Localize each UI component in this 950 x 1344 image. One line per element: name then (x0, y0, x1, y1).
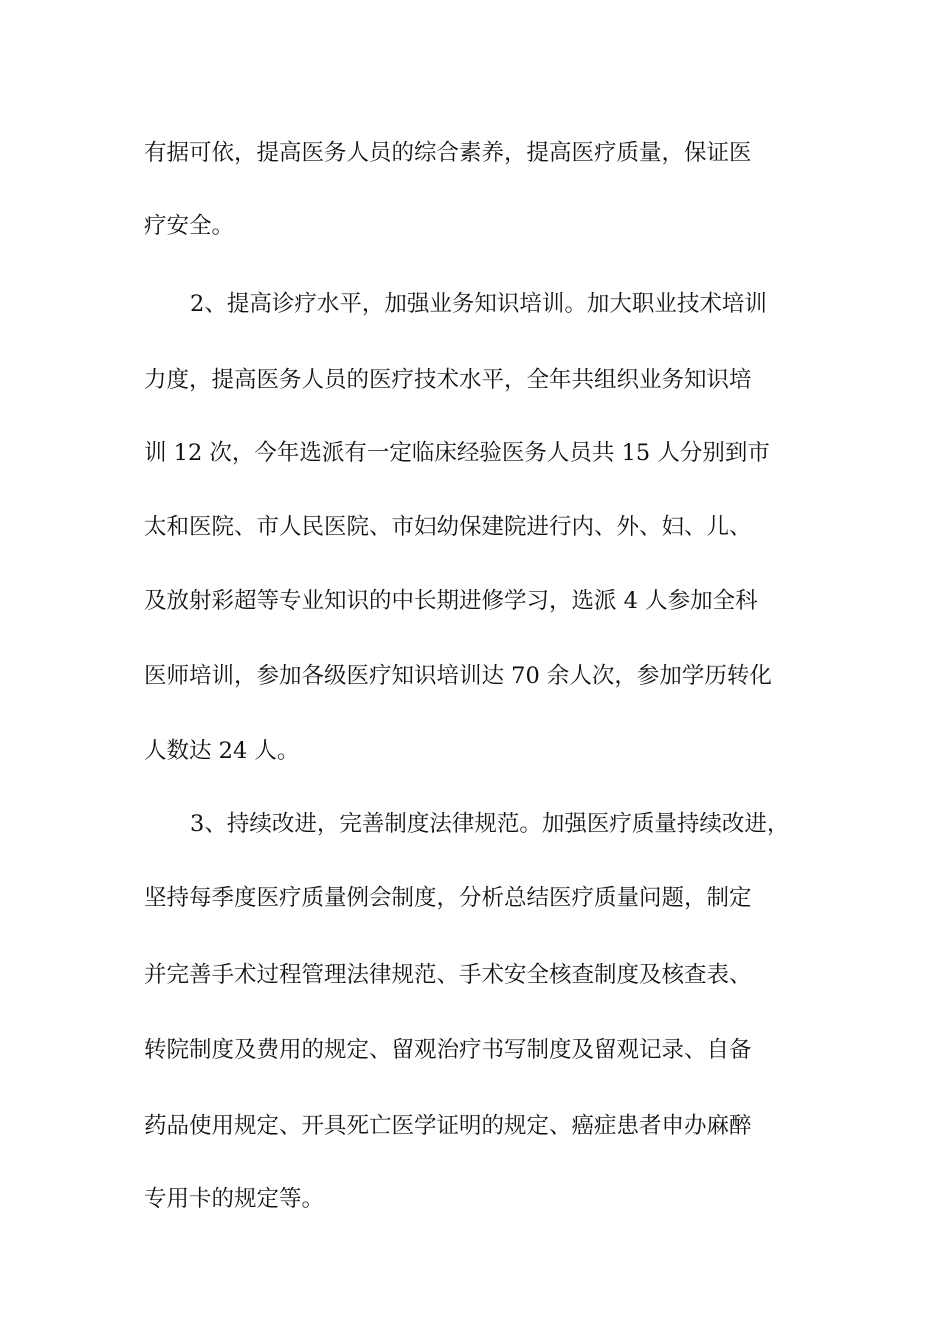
paragraph-3-line-2: 坚持每季度医疗质量例会制度，分析总结医疗质量问题，制定 (144, 885, 752, 911)
paragraph-3-line-6: 专用卡的规定等。 (144, 1186, 325, 1212)
paragraph-2-line-1: 2、提高诊疗水平，加强业务知识培训。加大职业技术培训 (190, 291, 767, 317)
paragraph-3-line-4: 转院制度及费用的规定、留观治疗书写制度及留观记录、自备 (144, 1037, 752, 1063)
paragraph-2-line-7: 人数达 24 人。 (144, 738, 300, 764)
paragraph-2-line-3: 训 12 次，今年选派有一定临床经验医务人员共 15 人分别到市 (144, 440, 770, 466)
paragraph-1-line-1: 有据可依，提高医务人员的综合素养，提高医疗质量，保证医 (144, 140, 752, 166)
paragraph-2-line-4: 太和医院、市人民医院、市妇幼保建院进行内、外、妇、儿、 (144, 514, 752, 540)
paragraph-2-line-6: 医师培训，参加各级医疗知识培训达 70 余人次，参加学历转化 (144, 663, 772, 689)
paragraph-2-line-2: 力度，提高医务人员的医疗技术水平，全年共组织业务知识培 (144, 367, 752, 393)
paragraph-3-line-3: 并完善手术过程管理法律规范、手术安全核查制度及核查表、 (144, 962, 752, 988)
paragraph-1-line-2: 疗安全。 (144, 213, 235, 239)
paragraph-2-line-5: 及放射彩超等专业知识的中长期进修学习，选派 4 人参加全科 (144, 588, 758, 614)
paragraph-3-line-1: 3、持续改进，完善制度法律规范。加强医疗质量持续改进， (190, 811, 790, 837)
paragraph-3-line-5: 药品使用规定、开具死亡医学证明的规定、癌症患者申办麻醉 (144, 1113, 752, 1139)
